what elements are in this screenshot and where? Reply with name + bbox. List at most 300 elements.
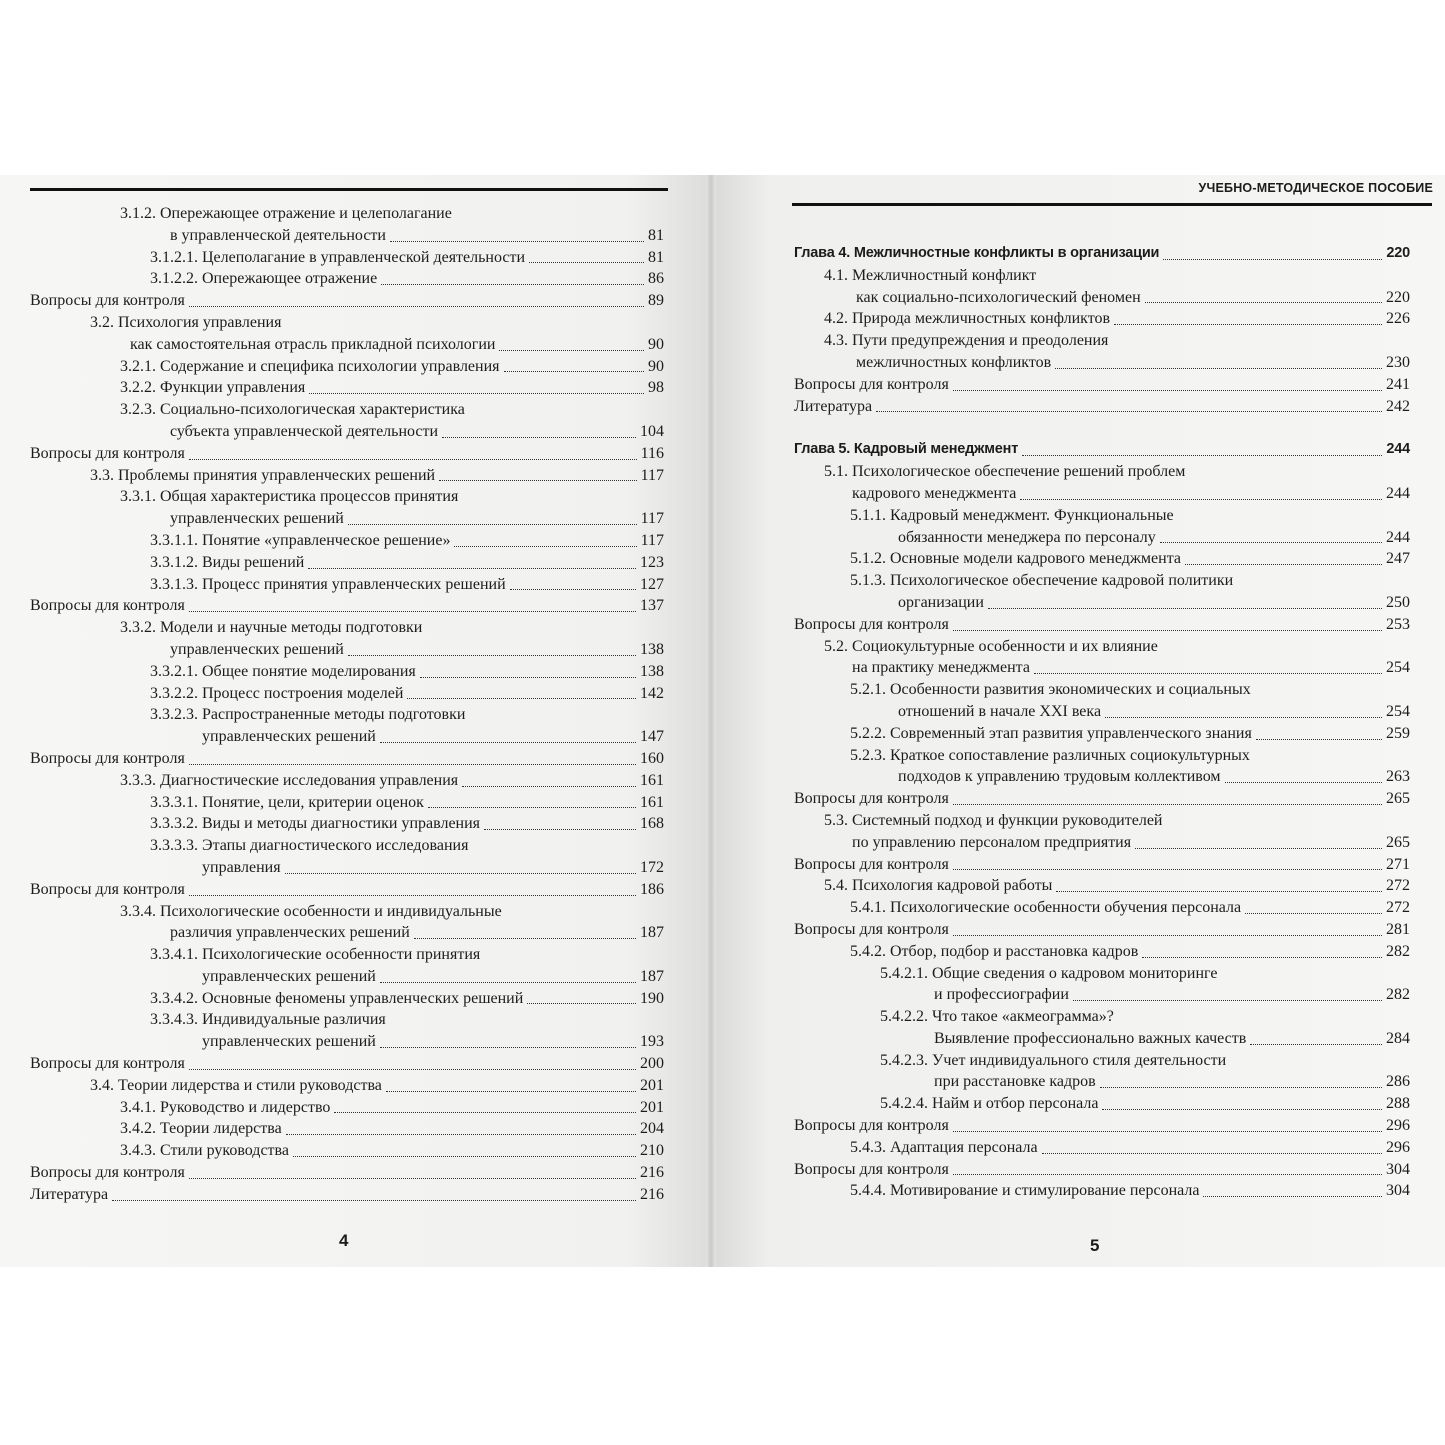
toc-entry: [30, 203, 664, 247]
dot-leader: [1020, 499, 1382, 500]
toc-entry: [30, 704, 664, 748]
toc-page-number: 201: [640, 1076, 664, 1094]
toc-entry-title: 3.1.2.2. Опережающее отражение: [150, 270, 378, 288]
toc-entry-row: [852, 483, 1410, 505]
toc-entry: [794, 679, 1410, 723]
toc-entry: [30, 595, 664, 617]
toc-entry-title: Вопросы для контроля: [30, 1055, 185, 1073]
toc-entry-row: [202, 857, 664, 879]
dot-leader: [381, 284, 644, 285]
toc-page-number: 90: [648, 335, 664, 353]
dot-leader: [189, 1178, 636, 1179]
toc-page-number: 81: [648, 226, 664, 244]
toc-entry: [794, 810, 1410, 854]
toc-entry-row: [120, 356, 664, 378]
toc-entry-title: Глава 4. Межличностные конфликты в организации: [794, 245, 1160, 261]
dot-leader: [309, 393, 644, 394]
toc-entry: [794, 570, 1410, 614]
toc-entry-row: [794, 1115, 1410, 1137]
toc-entry: [794, 548, 1410, 570]
toc-entry-title: Вопросы для контроля: [30, 597, 185, 615]
toc-entry-title: 5.1.2. Основные модели кадрового менеджмента: [850, 550, 1181, 568]
toc-entry-row: [120, 1118, 664, 1140]
toc-entry-row: [150, 247, 664, 269]
toc-entry: [30, 617, 664, 661]
toc-entry-title-continuation: при расстановке кадров: [934, 1073, 1096, 1091]
toc-page-number: 147: [640, 728, 664, 746]
toc-entry-title: 3.4.2. Теории лидерства: [120, 1120, 282, 1138]
dot-leader: [334, 1112, 636, 1113]
dot-leader: [1073, 1000, 1382, 1001]
toc-entry-title-continuation: по управлению персоналом предприятия: [852, 833, 1132, 851]
toc-entry: [794, 505, 1410, 549]
toc-entry-title: Вопросы для контроля: [794, 790, 949, 808]
toc-entry-title: 5.4.4. Мотивирование и стимулирование персонала: [850, 1182, 1200, 1200]
toc-entry-title: 3.3.1.3. Процесс принятия управленческих решений: [150, 575, 506, 593]
toc-entry: [30, 530, 664, 552]
dot-leader: [380, 1047, 636, 1048]
toc-entry: [30, 1075, 664, 1097]
toc-entry-row: [150, 988, 664, 1010]
dot-leader: [420, 677, 636, 678]
dot-leader: [414, 938, 636, 939]
dot-leader: [454, 546, 636, 547]
toc-entry-title: 3.2.2. Функции управления: [120, 379, 306, 397]
toc-entry: [30, 268, 664, 290]
toc-entry-row: [120, 770, 664, 792]
toc-entry-row: [30, 1184, 664, 1206]
toc-entry-row: [934, 984, 1410, 1006]
toc-entry-row: [120, 1097, 664, 1119]
toc-page-number: 281: [1386, 920, 1410, 938]
dot-leader: [529, 262, 644, 263]
toc-entry-title: 3.4.3. Стили руководства: [120, 1142, 289, 1160]
toc-entry-title-continuation: на практику менеджмента: [852, 659, 1030, 677]
dot-leader: [953, 804, 1382, 805]
toc-page-number: 259: [1386, 724, 1410, 742]
toc-entry-title: 3.3.3.2. Виды и методы диагностики управления: [150, 815, 481, 833]
toc-entry-title: 3.4.1. Руководство и лидерство: [120, 1098, 331, 1116]
toc-entry-row: [170, 508, 664, 530]
toc-entry-title: Глава 5. Кадровый менеджмент: [794, 441, 1019, 458]
dot-leader: [442, 437, 636, 438]
toc-entry-title: 3.3.2.3. Распространенные методы подготовки: [150, 706, 466, 724]
dot-leader: [386, 1091, 636, 1092]
toc-entry-title-continuation: управленческих решений: [202, 967, 376, 985]
toc-entry: [794, 963, 1410, 1007]
toc-page-number: 137: [640, 597, 664, 615]
toc-entry-title: 5.1. Психологическое обеспечение решений проблем: [824, 463, 1186, 481]
toc-entry: [30, 552, 664, 574]
toc-entry-title: 5.4.2.2. Что такое «акмеограмма»?: [880, 1008, 1114, 1026]
dot-leader: [499, 350, 644, 351]
toc-page-number: 187: [640, 967, 664, 985]
toc-entry-title: 3.4. Теории лидерства и стили руководства: [90, 1076, 382, 1094]
toc-entry: [794, 243, 1410, 265]
toc-entry-title-continuation: обязанности менеджера по персоналу: [898, 528, 1156, 546]
toc-entry-title-continuation: подходов к управлению трудовым коллективом: [898, 768, 1221, 786]
toc-entry-row: [90, 1075, 664, 1097]
dot-leader: [876, 411, 1382, 412]
dot-leader: [504, 371, 644, 372]
toc-entry: [30, 399, 664, 443]
toc-page-number: 284: [1386, 1029, 1410, 1047]
toc-entry-title: 3.3.4.3. Индивидуальные различия: [150, 1011, 386, 1029]
toc-page-number: 226: [1386, 310, 1410, 328]
toc-entry-row: [150, 574, 664, 596]
toc-page-number: 98: [648, 379, 664, 397]
toc-entry-row: [170, 639, 664, 661]
toc-entry-title: 3.3.3. Диагностические исследования управления: [120, 771, 459, 789]
dot-leader: [1102, 1109, 1382, 1110]
toc-entry-title: 5.2.2. Современный этап развития управленческого знания: [850, 724, 1252, 742]
toc-page-number: 161: [640, 793, 664, 811]
dot-leader: [293, 1156, 636, 1157]
toc-page-number: 116: [640, 444, 664, 462]
table-of-contents-right: [794, 243, 1410, 1202]
toc-entry-row: [202, 966, 664, 988]
toc-entry-row: [30, 748, 664, 770]
toc-entry-title-continuation: управленческих решений: [202, 728, 376, 746]
toc-entry: [794, 330, 1410, 374]
toc-entry-row: [150, 268, 664, 290]
dot-leader: [953, 935, 1382, 936]
toc-entry: [794, 439, 1410, 461]
toc-entry: [794, 461, 1410, 505]
toc-page-number: 204: [640, 1120, 664, 1138]
toc-entry: [794, 919, 1410, 941]
toc-entry: [794, 875, 1410, 897]
toc-entry: [794, 636, 1410, 680]
toc-entry: [30, 247, 664, 269]
dot-leader: [1135, 848, 1382, 849]
toc-entry-row: [30, 443, 664, 465]
toc-entry-row: [120, 377, 664, 399]
toc-entry: [794, 1159, 1410, 1181]
dot-leader: [286, 1134, 636, 1135]
toc-entry-title: 3.3.4. Психологические особенности и индивидуальные: [120, 902, 502, 920]
toc-entry-row: [898, 701, 1410, 723]
toc-page-number: 190: [640, 989, 664, 1007]
toc-entry: [30, 1162, 664, 1184]
toc-page-number: 296: [1386, 1138, 1410, 1156]
toc-entry-row: [824, 875, 1410, 897]
toc-entry-row: [202, 1031, 664, 1053]
left-page: [0, 175, 712, 1267]
toc-entry-row: [130, 334, 664, 356]
toc-entry: [30, 465, 664, 487]
toc-page-number: 254: [1386, 659, 1410, 677]
toc-entry-title: Вопросы для контроля: [30, 749, 185, 767]
toc-page-number: 210: [640, 1142, 664, 1160]
toc-entry: [794, 396, 1410, 418]
toc-page-number: 193: [640, 1033, 664, 1051]
dot-leader: [1100, 1087, 1382, 1088]
toc-page-number: 244: [1386, 484, 1410, 502]
toc-entry-title: 5.4.2.1. Общие сведения о кадровом мониторинге: [880, 964, 1218, 982]
toc-entry-title: 5.2. Социокультурные особенности и их влияние: [824, 637, 1158, 655]
dot-leader: [1105, 717, 1382, 718]
dot-leader: [112, 1200, 636, 1201]
toc-page-number: 265: [1386, 790, 1410, 808]
right-page: [712, 175, 1445, 1267]
toc-page-number: 127: [640, 575, 664, 593]
toc-entry-title-continuation: управленческих решений: [202, 1033, 376, 1051]
toc-entry-row: [934, 1028, 1410, 1050]
toc-entry-title: 3.3.4.2. Основные феномены управленческих решений: [150, 989, 524, 1007]
toc-page-number: 282: [1386, 942, 1410, 960]
toc-entry: [30, 770, 664, 792]
toc-entry-row: [170, 225, 664, 247]
toc-entry-title: 5.4.1. Психологические особенности обучения персонала: [850, 899, 1242, 917]
toc-page-number: 220: [1386, 288, 1410, 306]
toc-entry-row: [850, 897, 1410, 919]
dot-leader: [428, 807, 636, 808]
toc-entry-title: 3.3.4.1. Психологические особенности принятия: [150, 946, 481, 964]
toc-entry-row: [794, 1159, 1410, 1181]
toc-page-number: 244: [1386, 528, 1410, 546]
toc-entry: [794, 614, 1410, 636]
toc-entry-row: [794, 614, 1410, 636]
toc-entry: [794, 788, 1410, 810]
toc-entry-title-continuation: как самостоятельная отрасль прикладной психологии: [130, 335, 496, 353]
toc-entry: [30, 486, 664, 530]
toc-page-number: 161: [640, 771, 664, 789]
toc-page-number: 117: [640, 531, 664, 549]
toc-entry-title-continuation: в управленческой деятельности: [170, 226, 386, 244]
toc-entry-title: Вопросы для контроля: [794, 855, 949, 873]
dot-leader: [1225, 782, 1382, 783]
dot-leader: [527, 1003, 636, 1004]
toc-page-number: 138: [640, 640, 664, 658]
dot-leader: [348, 655, 636, 656]
toc-entry-title-continuation: отношений в начале XXI века: [898, 702, 1102, 720]
toc-entry: [794, 897, 1410, 919]
toc-entry-title-continuation: кадрового менеджмента: [852, 484, 1017, 502]
toc-entry-row: [30, 1162, 664, 1184]
toc-entry: [30, 879, 664, 901]
toc-page-number: 89: [648, 292, 664, 310]
toc-entry: [30, 1097, 664, 1119]
toc-entry-row: [850, 941, 1410, 963]
toc-page-number: 117: [640, 466, 664, 484]
toc-entry-row: [170, 421, 664, 443]
toc-entry-row: [794, 439, 1410, 461]
dot-leader: [189, 611, 636, 612]
toc-entry-row: [856, 352, 1410, 374]
toc-entry-title: Вопросы для контроля: [794, 615, 949, 633]
toc-entry: [30, 377, 664, 399]
toc-entry: [30, 574, 664, 596]
dot-leader: [390, 241, 644, 242]
dot-leader: [1022, 455, 1382, 456]
toc-entry: [30, 1140, 664, 1162]
toc-entry: [794, 265, 1410, 309]
dot-leader: [1245, 913, 1382, 914]
toc-entry-title-continuation: управления: [202, 858, 281, 876]
table-of-contents-left: [30, 203, 664, 1206]
page-number: 5: [1090, 1236, 1100, 1255]
toc-entry-title: 3.3.1.1. Понятие «управленческое решение»: [150, 531, 451, 549]
toc-spacer: [794, 417, 1410, 439]
toc-entry-title: 5.1.3. Психологическое обеспечение кадровой политики: [850, 572, 1234, 590]
toc-entry-title: Вопросы для контроля: [794, 1117, 949, 1135]
toc-entry-row: [170, 922, 664, 944]
toc-page-number: 187: [640, 924, 664, 942]
toc-page-number: 123: [640, 553, 664, 571]
toc-entry-row: [850, 1137, 1410, 1159]
toc-page-number: 200: [640, 1055, 664, 1073]
toc-page-number: 81: [648, 248, 664, 266]
dot-leader: [1056, 891, 1382, 892]
toc-entry-row: [150, 813, 664, 835]
toc-entry-title: 5.2.1. Особенности развития экономических и социальных: [850, 681, 1251, 699]
toc-entry: [30, 813, 664, 835]
toc-entry-row: [898, 766, 1410, 788]
toc-page-number: 241: [1386, 375, 1410, 393]
dot-leader: [484, 829, 636, 830]
toc-entry-row: [150, 552, 664, 574]
dot-leader: [439, 480, 637, 481]
toc-entry-title: 5.3. Системный подход и функции руководителей: [824, 811, 1163, 829]
toc-page-number: 168: [640, 815, 664, 833]
dot-leader: [1114, 324, 1382, 325]
toc-page-number: 250: [1386, 593, 1410, 611]
dot-leader: [953, 1174, 1382, 1175]
toc-entry: [794, 1115, 1410, 1137]
toc-entry-title-continuation: и профессиографии: [934, 986, 1069, 1004]
toc-page-number: 272: [1386, 899, 1410, 917]
toc-page-number: 160: [640, 749, 664, 767]
toc-page-number: 86: [648, 270, 664, 288]
toc-entry-row: [794, 854, 1410, 876]
toc-entry-title: Вопросы для контроля: [30, 1164, 185, 1182]
toc-entry-row: [794, 396, 1410, 418]
toc-entry: [794, 1093, 1410, 1115]
toc-entry-title: Вопросы для контроля: [30, 880, 185, 898]
dot-leader: [189, 895, 636, 896]
toc-entry-title: 3.3.1.2. Виды решений: [150, 553, 305, 571]
toc-page-number: 265: [1386, 833, 1410, 851]
toc-page-number: 244: [1386, 441, 1410, 458]
dot-leader: [1034, 673, 1382, 674]
toc-entry-row: [202, 726, 664, 748]
toc-page-number: 216: [640, 1164, 664, 1182]
toc-page-number: 263: [1386, 768, 1410, 786]
toc-entry-title: 3.2.1. Содержание и специфика психологии управления: [120, 357, 500, 375]
toc-entry-title: 3.3.2.2. Процесс построения моделей: [150, 684, 404, 702]
toc-entry: [30, 748, 664, 770]
toc-entry-row: [150, 530, 664, 552]
toc-page-number: 282: [1386, 986, 1410, 1004]
toc-entry-title-continuation: различия управленческих решений: [170, 924, 410, 942]
toc-entry: [794, 374, 1410, 396]
toc-page-number: 117: [640, 510, 664, 528]
toc-entry: [30, 683, 664, 705]
toc-page-number: 230: [1386, 353, 1410, 371]
toc-entry-title: Вопросы для контроля: [794, 375, 949, 393]
toc-entry-title: 3.3.1. Общая характеристика процессов принятия: [120, 488, 459, 506]
dot-leader: [988, 608, 1382, 609]
dot-leader: [285, 873, 636, 874]
page-number: 4: [339, 1231, 349, 1250]
toc-entry-row: [850, 723, 1410, 745]
dot-leader: [1142, 957, 1382, 958]
toc-entry-title-continuation: как социально-психологический феномен: [856, 288, 1141, 306]
toc-entry-row: [898, 527, 1410, 549]
dot-leader: [189, 459, 637, 460]
toc-page-number: 142: [640, 684, 664, 702]
toc-entry-title-continuation: субъекта управленческой деятельности: [170, 422, 439, 440]
toc-entry: [30, 901, 664, 945]
dot-leader: [1185, 564, 1382, 565]
toc-page-number: 90: [648, 357, 664, 375]
dot-leader: [510, 589, 636, 590]
toc-entry: [30, 1184, 664, 1206]
dot-leader: [189, 1069, 636, 1070]
toc-entry-row: [850, 548, 1410, 570]
toc-page-number: 296: [1386, 1117, 1410, 1135]
toc-entry-title: 5.4.3. Адаптация персонала: [850, 1138, 1038, 1156]
toc-entry-title: 3.3.2.1. Общее понятие моделирования: [150, 662, 416, 680]
toc-entry: [30, 944, 664, 988]
top-rule: [30, 188, 668, 191]
toc-entry-title: Литература: [794, 397, 873, 415]
toc-entry-title: 5.2.3. Краткое сопоставление различных социокультурных: [850, 746, 1250, 764]
dot-leader: [348, 524, 637, 525]
toc-entry-row: [898, 592, 1410, 614]
toc-entry-title: 3.3.2. Модели и научные методы подготовки: [120, 619, 423, 637]
toc-entry: [30, 988, 664, 1010]
toc-entry: [30, 356, 664, 378]
toc-page-number: 286: [1386, 1073, 1410, 1091]
dot-leader: [407, 698, 636, 699]
toc-entry: [30, 835, 664, 879]
toc-entry: [794, 1180, 1410, 1202]
toc-entry-title: Вопросы для контроля: [794, 920, 949, 938]
toc-entry: [30, 1053, 664, 1075]
toc-entry-title-continuation: Выявление профессионально важных качеств: [934, 1029, 1247, 1047]
toc-entry-row: [120, 1140, 664, 1162]
toc-entry-title: 3.2. Психология управления: [90, 313, 282, 331]
toc-entry: [794, 1137, 1410, 1159]
dot-leader: [1160, 542, 1382, 543]
toc-entry: [794, 941, 1410, 963]
book-spread: [0, 175, 1445, 1267]
toc-entry: [30, 312, 664, 356]
toc-page-number: 104: [640, 422, 664, 440]
toc-entry-title: Вопросы для контроля: [30, 444, 185, 462]
toc-entry-title: 5.4. Психология кадровой работы: [824, 877, 1053, 895]
toc-page-number: 254: [1386, 702, 1410, 720]
toc-entry-title: 5.4.2.4. Найм и отбор персонала: [880, 1095, 1099, 1113]
toc-entry: [794, 854, 1410, 876]
toc-entry: [794, 308, 1410, 330]
toc-entry-title: 3.1.2.1. Целеполагание в управленческой деятельности: [150, 248, 526, 266]
top-rule: [792, 203, 1432, 206]
dot-leader: [189, 764, 636, 765]
dot-leader: [953, 390, 1382, 391]
dot-leader: [1256, 739, 1382, 740]
dot-leader: [1163, 259, 1382, 260]
toc-entry-row: [824, 308, 1410, 330]
toc-entry-row: [880, 1093, 1410, 1115]
dot-leader: [953, 630, 1382, 631]
book-gutter: [706, 175, 716, 1267]
toc-entry-row: [852, 832, 1410, 854]
dot-leader: [189, 306, 644, 307]
toc-entry-row: [30, 879, 664, 901]
